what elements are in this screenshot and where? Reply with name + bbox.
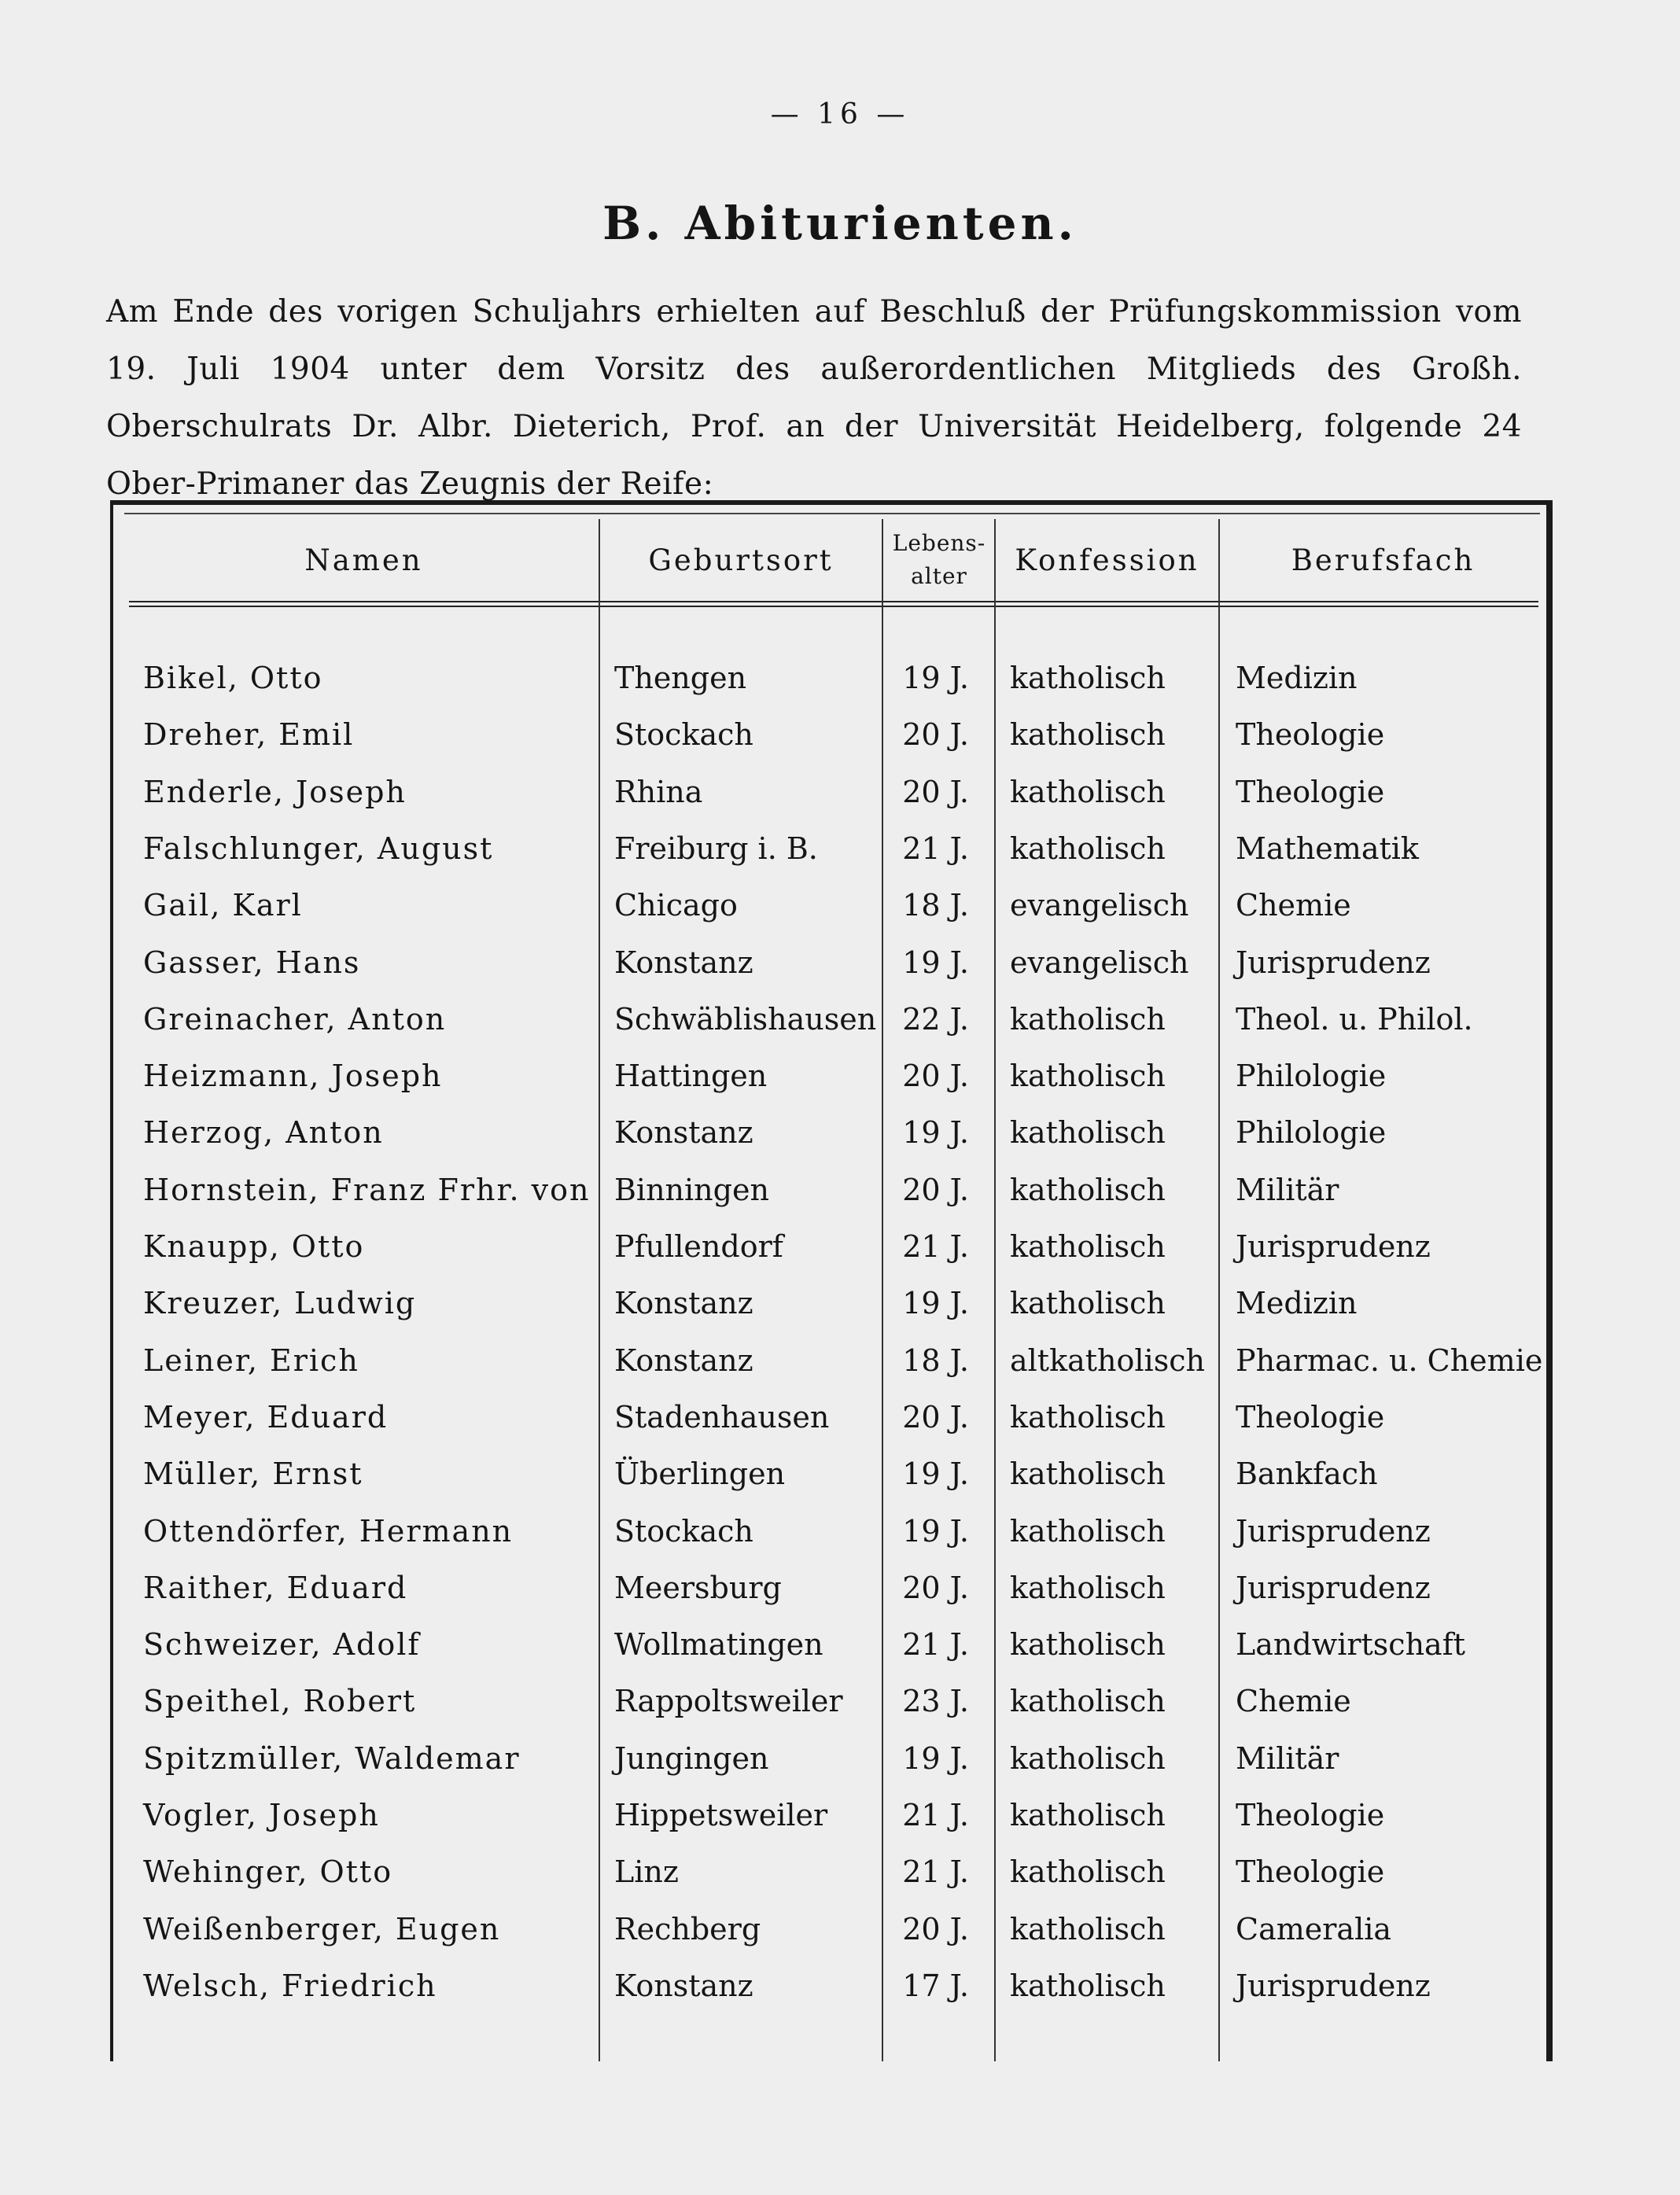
cell-birthplace: Konstanz: [614, 1969, 753, 2003]
cell-age: 20 J.: [902, 717, 969, 752]
cell-profession: Medizin: [1236, 1286, 1358, 1320]
cell-profession: Jurisprudenz: [1236, 1571, 1431, 1605]
table-row: [113, 1059, 1546, 1115]
cell-birthplace: Überlingen: [614, 1457, 786, 1491]
cell-age: 19 J.: [902, 1115, 969, 1150]
cell-profession: Medizin: [1236, 661, 1358, 695]
cell-birthplace: Schwäblishausen: [614, 1002, 877, 1037]
cell-confession: katholisch: [1010, 1229, 1166, 1264]
cell-name: Falschlunger, August: [143, 831, 494, 866]
cell-age: 21 J.: [902, 1229, 969, 1264]
cell-age: 19 J.: [902, 1457, 969, 1491]
cell-age: 20 J.: [902, 1912, 969, 1946]
cell-birthplace: Stockach: [614, 717, 753, 752]
cell-age: 19 J.: [902, 945, 969, 980]
cell-confession: katholisch: [1010, 775, 1166, 809]
cell-birthplace: Konstanz: [614, 945, 753, 980]
cell-age: 20 J.: [902, 1571, 969, 1605]
table-row: [113, 1457, 1546, 1513]
cell-age: 23 J.: [902, 1684, 969, 1718]
header-profession: Berufsfach: [1291, 543, 1476, 577]
cell-confession: katholisch: [1010, 1684, 1166, 1718]
cell-name: Dreher, Emil: [143, 717, 355, 752]
cell-profession: Militär: [1236, 1741, 1339, 1776]
cell-name: Weißenberger, Eugen: [143, 1912, 501, 1946]
cell-confession: evangelisch: [1010, 888, 1189, 923]
cell-confession: katholisch: [1010, 1969, 1166, 2003]
cell-age: 18 J.: [902, 888, 969, 923]
cell-birthplace: Konstanz: [614, 1115, 753, 1150]
cell-birthplace: Hattingen: [614, 1059, 768, 1093]
cell-birthplace: Rappoltsweiler: [614, 1684, 843, 1718]
cell-confession: katholisch: [1010, 1002, 1166, 1037]
table-row: [113, 1115, 1546, 1172]
cell-name: Greinacher, Anton: [143, 1002, 447, 1037]
cell-confession: katholisch: [1010, 1627, 1166, 1662]
cell-confession: evangelisch: [1010, 945, 1189, 980]
cell-name: Wehinger, Otto: [143, 1854, 393, 1889]
table-row: [113, 1969, 1546, 2025]
table-row: [113, 775, 1546, 831]
cell-name: Ottendörfer, Hermann: [143, 1514, 514, 1549]
cell-age: 20 J.: [902, 775, 969, 809]
table-row: [113, 1400, 1546, 1457]
cell-name: Knaupp, Otto: [143, 1229, 365, 1264]
cell-name: Meyer, Eduard: [143, 1400, 389, 1434]
cell-birthplace: Hippetsweiler: [614, 1798, 828, 1832]
cell-name: Bikel, Otto: [143, 661, 323, 695]
cell-confession: katholisch: [1010, 831, 1166, 866]
cell-profession: Theologie: [1236, 1400, 1385, 1434]
cell-age: 20 J.: [902, 1400, 969, 1434]
cell-age: 21 J.: [902, 1627, 969, 1662]
cell-age: 20 J.: [902, 1173, 969, 1207]
cell-name: Speithel, Robert: [143, 1684, 417, 1718]
cell-profession: Jurisprudenz: [1236, 1969, 1431, 2003]
cell-birthplace: Rechberg: [614, 1912, 761, 1946]
cell-name: Raither, Eduard: [143, 1571, 408, 1605]
cell-profession: Landwirtschaft: [1236, 1627, 1466, 1662]
cell-profession: Theologie: [1236, 717, 1385, 752]
table-row: [113, 1173, 1546, 1229]
table-row: [113, 1229, 1546, 1286]
cell-birthplace: Chicago: [614, 888, 738, 923]
cell-birthplace: Rhina: [614, 775, 703, 809]
cell-birthplace: Freiburg i. B.: [614, 831, 818, 866]
cell-profession: Philologie: [1236, 1115, 1387, 1150]
cell-birthplace: Meersburg: [614, 1571, 782, 1605]
cell-confession: katholisch: [1010, 1457, 1166, 1491]
cell-name: Hornstein, Franz Frhr. von: [143, 1173, 591, 1207]
header-birthplace: Geburtsort: [648, 543, 834, 577]
cell-name: Vogler, Joseph: [143, 1798, 380, 1832]
cell-birthplace: Jungingen: [614, 1741, 769, 1776]
cell-birthplace: Stockach: [614, 1514, 753, 1549]
cell-age: 21 J.: [902, 1798, 969, 1832]
cell-name: Kreuzer, Ludwig: [143, 1286, 417, 1320]
cell-name: Gail, Karl: [143, 888, 303, 923]
table-row: [113, 1798, 1546, 1854]
cell-confession: katholisch: [1010, 1286, 1166, 1320]
table-row: [113, 1627, 1546, 1684]
cell-confession: katholisch: [1010, 1115, 1166, 1150]
cell-name: Leiner, Erich: [143, 1343, 359, 1378]
cell-age: 19 J.: [902, 661, 969, 695]
cell-name: Enderle, Joseph: [143, 775, 407, 809]
table-row: [113, 1286, 1546, 1342]
cell-profession: Pharmac. u. Chemie: [1236, 1343, 1543, 1378]
cell-profession: Mathematik: [1236, 831, 1419, 866]
cell-birthplace: Stadenhausen: [614, 1400, 830, 1434]
cell-name: Heizmann, Joseph: [143, 1059, 443, 1093]
cell-profession: Theologie: [1236, 1854, 1385, 1889]
cell-profession: Jurisprudenz: [1236, 945, 1431, 980]
cell-profession: Cameralia: [1236, 1912, 1392, 1946]
cell-age: 19 J.: [902, 1741, 969, 1776]
cell-name: Welsch, Friedrich: [143, 1969, 437, 2003]
cell-name: Herzog, Anton: [143, 1115, 384, 1150]
table-row: [113, 1854, 1546, 1911]
cell-confession: katholisch: [1010, 1571, 1166, 1605]
cell-profession: Philologie: [1236, 1059, 1387, 1093]
cell-profession: Chemie: [1236, 888, 1351, 923]
cell-age: 22 J.: [902, 1002, 969, 1037]
header-confession: Konfession: [1015, 543, 1199, 577]
header-rule: [129, 601, 1538, 607]
header-age: Lebens-alter: [892, 530, 986, 589]
cell-profession: Bankfach: [1236, 1457, 1378, 1491]
table-row: [113, 1343, 1546, 1400]
table-row: [113, 831, 1546, 888]
table-row: [113, 1514, 1546, 1571]
cell-confession: altkatholisch: [1010, 1343, 1205, 1378]
cell-age: 18 J.: [902, 1343, 969, 1378]
table-row: [113, 717, 1546, 774]
table-row: [113, 1741, 1546, 1798]
table-row: [113, 1571, 1546, 1627]
cell-name: Müller, Ernst: [143, 1457, 363, 1491]
intro-paragraph: Am Ende des vorigen Schuljahrs erhielten auf Beschluß der Prüfungskommission vom 19. Juli 1904 unter dem Vorsitz des außerordentlichen Mitglieds des Großh. Oberschulrats Dr. Albr. Dieterich, Prof. an der Universität Heidelberg, folgende 24 Ober-Primaner das Zeugnis der Reife:: [106, 294, 1522, 502]
header-name: Namen: [304, 543, 423, 577]
cell-birthplace: Thengen: [614, 661, 747, 695]
cell-age: 19 J.: [902, 1514, 969, 1549]
cell-name: Spitzmüller, Waldemar: [143, 1741, 521, 1776]
cell-confession: katholisch: [1010, 1912, 1166, 1946]
cell-birthplace: Konstanz: [614, 1343, 753, 1378]
cell-confession: katholisch: [1010, 717, 1166, 752]
cell-birthplace: Wollmatingen: [614, 1627, 823, 1662]
table-row: [113, 1002, 1546, 1059]
cell-profession: Jurisprudenz: [1236, 1514, 1431, 1549]
cell-confession: katholisch: [1010, 1514, 1166, 1549]
cell-birthplace: Pfullendorf: [614, 1229, 783, 1264]
graduates-table: [110, 500, 1553, 2061]
cell-age: 21 J.: [902, 1854, 969, 1889]
cell-profession: Theologie: [1236, 775, 1385, 809]
cell-age: 19 J.: [902, 1286, 969, 1320]
cell-confession: katholisch: [1010, 661, 1166, 695]
cell-confession: katholisch: [1010, 1173, 1166, 1207]
cell-age: 20 J.: [902, 1059, 969, 1093]
table-row: [113, 1912, 1546, 1969]
cell-profession: Militär: [1236, 1173, 1339, 1207]
cell-name: Gasser, Hans: [143, 945, 361, 980]
table-row: [113, 661, 1546, 717]
cell-confession: katholisch: [1010, 1741, 1166, 1776]
cell-profession: Theol. u. Philol.: [1236, 1002, 1473, 1037]
cell-profession: Jurisprudenz: [1236, 1229, 1431, 1264]
cell-confession: katholisch: [1010, 1400, 1166, 1434]
cell-birthplace: Binningen: [614, 1173, 769, 1207]
cell-confession: katholisch: [1010, 1059, 1166, 1093]
table-row: [113, 945, 1546, 1002]
cell-age: 17 J.: [902, 1969, 969, 2003]
cell-name: Schweizer, Adolf: [143, 1627, 421, 1662]
cell-birthplace: Konstanz: [614, 1286, 753, 1320]
cell-profession: Chemie: [1236, 1684, 1351, 1718]
table-row: [113, 888, 1546, 945]
cell-birthplace: Linz: [614, 1854, 679, 1889]
page-number: — 16 —: [770, 98, 910, 131]
table-row: [113, 1684, 1546, 1740]
cell-confession: katholisch: [1010, 1798, 1166, 1832]
cell-profession: Theologie: [1236, 1798, 1385, 1832]
section-heading: B. Abiturienten.: [602, 197, 1078, 250]
table-inner-top-rule: [124, 513, 1540, 514]
cell-age: 21 J.: [902, 831, 969, 866]
cell-confession: katholisch: [1010, 1854, 1166, 1889]
